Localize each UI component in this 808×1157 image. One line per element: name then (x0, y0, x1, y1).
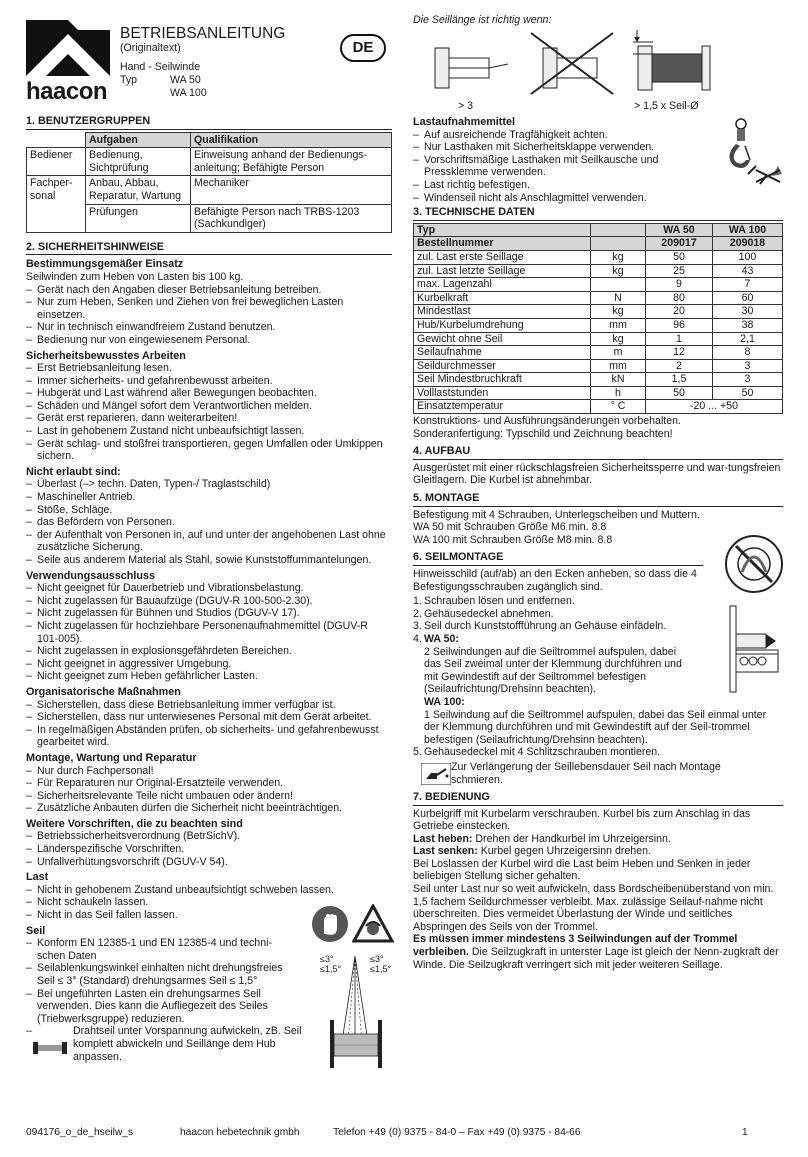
header-tasks: Aufgaben (86, 132, 191, 148)
operation-para-1: Bei Loslassen der Kurbel wird die Last beim Heben und Senken in jeder beliebigen Stellung sicher gehalten. (413, 857, 751, 883)
type-label: Typ (120, 74, 138, 86)
list-item: – der Aufenthalt von Personen in, auf und unter der angehobenen Last ohne zusätzliche Sicherung. (26, 529, 392, 554)
safe-work-list (26, 362, 392, 463)
section-7-title: 7. BEDIENUNG (413, 791, 783, 806)
list-item: – Nur in technisch einwandfreiem Zustand benutzen. (26, 321, 392, 334)
group-operator: Bediener (27, 148, 86, 176)
list-item: – Stöße, Schläge. (26, 504, 392, 517)
spec-value-wa50: 80 (646, 291, 713, 305)
glove-icon (312, 906, 348, 942)
rope-length-caption: Die Seillänge ist richtig wenn: (413, 14, 552, 26)
rope-pretension-icon (30, 1039, 70, 1061)
logo (26, 20, 110, 105)
qualification-cell: Befähigte Person nach TRBS-1203 (Sachkundiger) (191, 204, 392, 232)
spec-label: Einsatztemperatur (414, 400, 591, 414)
spec-value-wa100: 43 (712, 264, 782, 278)
spec-value-wa100: 30 (712, 305, 782, 319)
table-row (414, 373, 783, 387)
lower-label: Last senken: (413, 845, 478, 858)
hook-icon (716, 116, 786, 196)
product-name: Hand - Seilwinde (120, 61, 201, 73)
table-row (414, 264, 783, 278)
angle-label: ≤3° (320, 954, 334, 964)
spec-unit: mm (591, 359, 646, 373)
list-item: – Maschineller Antrieb. (26, 491, 392, 504)
list-item: – Nicht zugelassen für Bühnen und Studios (DGUV-V 17). (26, 607, 392, 620)
spec-unit: N (591, 291, 646, 305)
spec-label: Hub/Kurbelumdrehung (414, 318, 591, 332)
step-text: Gehäusedeckel mit 4 Schlitzschrauben montieren. (424, 746, 661, 759)
task-cell: Prüfungen (86, 204, 191, 232)
order-number-label: Bestellnummer (414, 237, 591, 251)
section-5-title: 5. MONTAGE (413, 492, 783, 507)
table-row (414, 305, 783, 319)
spec-label: Seildurchmesser (414, 359, 591, 373)
warning-bold: Es müssen immer mindestens 3 Seilwindungen auf der Trommel verbleiben. (413, 933, 738, 959)
table-row (414, 278, 783, 292)
list-item: – Bedienung nur von eingewiesenem Personal. (26, 334, 392, 347)
load-title: Last (26, 871, 49, 884)
rope-length-figures (413, 28, 783, 98)
tech-note-2: Sonderanfertigung: Typschild und Zeichnung beachten! (413, 427, 673, 440)
construction-text: Ausgerüstet mit einer rückschlagsfreien Sicherheitssperre und war-tungsfreien Gleitlagern. Die Kurbel ist abnehmbar. (413, 461, 781, 487)
list-item: – Nur durch Fachpersonal! (26, 765, 392, 778)
spec-value-wa50: 50 (646, 250, 713, 264)
list-item: – Sicherstellen, dass diese Betriebsanleitung immer verfügbar ist. (26, 699, 392, 712)
dash-marker: – (26, 1025, 32, 1038)
section-6-title: 6. SEILMONTAGE (413, 551, 703, 566)
rope-length-label-2: > 1,5 x Seil-Ø (634, 100, 699, 112)
spec-unit: mm (591, 318, 646, 332)
list-item: – Gerät erst reparieren, dann weiterarbeiten! (26, 412, 392, 425)
spec-label: zul. Last letzte Seillage (414, 264, 591, 278)
operation-intro: Kurbelgriff mit Kurbelarm verschrauben. Kurbel bis zum Anschlag in das Getriebe einstecken. (413, 807, 751, 833)
spec-value-wa50: 25 (646, 264, 713, 278)
spec-value-wa50: 20 (646, 305, 713, 319)
list-item: – Seile aus anderem Material als Stahl, sowie Kunststoffummantelungen. (26, 554, 392, 567)
spec-value-wa50: 96 (646, 318, 713, 332)
list-item: – Nur zum Heben, Senken und Ziehen von frei beweglichen Lasten einsetzen. (26, 296, 392, 321)
contact-info: Telefon +49 (0) 9375 - 84-0 – Fax +49 (0) 9375 - 84-66 (333, 1127, 581, 1138)
mounting-line-2: WA 50 mit Schrauben Größe M6 min. 8.8 (413, 521, 607, 534)
company-name: haacon hebetechnik gmbh (180, 1127, 300, 1138)
lifting-gear-title: Lastaufnahmemittel (413, 116, 515, 128)
drum-angle-drawing (312, 950, 402, 1070)
table-row (414, 359, 783, 373)
spec-unit: ° C (591, 400, 646, 414)
qualification-cell: Einweisung anhand der Bedienungs-anleitung; Befähigte Person (191, 148, 392, 176)
forbidden-title: Nicht erlaubt sind: (26, 465, 121, 478)
user-groups-table (26, 132, 392, 233)
drum-clamp-figure (728, 604, 788, 698)
table-corner (27, 132, 86, 148)
organisational-title: Organisatorische Maßnahmen (26, 685, 181, 698)
spec-value-wa100: 100 (712, 250, 782, 264)
spec-value-wa100: 8 (712, 346, 782, 360)
mounting-line-3: WA 100 mit Schrauben Größe M8 min. 8.8 (413, 533, 613, 546)
maintenance-list (26, 765, 392, 815)
step-text: 2 Seilwindungen auf die Seiltrommel aufspulen, dabei das Seil zweimal unter der Klemmung durchführen und mit Gewindestift auf der Seiltrommel befestigen (Seilaufrichtung/Drehsinn beachten). (424, 645, 682, 696)
rope-drum-drawings (413, 28, 783, 98)
warning-triangle-icon (352, 904, 394, 944)
header-type: Typ (414, 223, 591, 237)
spec-value-wa100: 50 (712, 386, 782, 400)
list-item: – Last richtig befestigen. (413, 179, 713, 192)
header-qualification: Qualifikation (191, 132, 392, 148)
list-item: – Gerät nach den Angaben dieser Betriebsanleitung betreiben. (26, 284, 392, 297)
list-item: – Vorschriftsmäßige Lasthaken mit Seilkausche und Pressklemme verwenden. (413, 154, 713, 179)
step-text: Schrauben lösen und entfernen. (424, 595, 575, 608)
angle-label: ≤1,5° (370, 964, 392, 974)
lift-text: Drehen der Handkurbel im Uhrzeigersinn. (472, 832, 671, 845)
spec-label: Kurbelkraft (414, 291, 591, 305)
spec-unit: kg (591, 264, 646, 278)
document-number: 094176_o_de_hseilw_s (26, 1127, 134, 1138)
spec-label: max. Lagenzahl (414, 278, 591, 292)
spec-value-wa100: 38 (712, 318, 782, 332)
table-row (414, 250, 783, 264)
spec-value-wa50: 9 (646, 278, 713, 292)
spec-value-wa100: 3 (712, 359, 782, 373)
spec-unit: h (591, 386, 646, 400)
list-item: – Nicht zugelassen für Bauaufzüge (DGUV-R 100-500-2.30). (26, 595, 392, 608)
list-item: – Nicht in gehobenem Zustand unbeaufsichtigt schweben lassen. (26, 884, 392, 897)
list-item: – das Befördern von Personen. (26, 516, 392, 529)
spec-value-wa50: 2 (646, 359, 713, 373)
list-item: – Für Reparaturen nur Original-Ersatzteile verwenden. (26, 777, 392, 790)
step-text: Gehäusedeckel abnehmen. (424, 607, 554, 620)
list-item: – Sicherheitsrelevante Teile nicht umbauen oder ändern! (26, 790, 392, 803)
list-item: – Nicht zugelassen für hochziehbare Personenaufnahmemittel (DGUV-R 101-005). (26, 620, 392, 645)
order-number-wa50: 209017 (646, 237, 713, 251)
lift-label: Last heben: (413, 832, 473, 845)
rope-list (26, 937, 291, 1025)
rope-mounting-intro: Hinweisschild (auf/ab) an den Ecken anheben, so dass die 4 Befestigungsschrauben zugänglich sind. (413, 568, 697, 593)
qualification-cell: Mechaniker (191, 176, 392, 204)
organisational-list (26, 699, 392, 749)
spec-unit: kg (591, 250, 646, 264)
spec-label: Seil Mindestbruchkraft (414, 373, 591, 387)
rope-length-label-1: > 3 (458, 100, 474, 112)
list-item: – Unfallverhütungsvorschrift (DGUV-V 54). (26, 856, 392, 869)
list-item: – Auf ausreichende Tragfähigkeit achten. (413, 129, 713, 142)
drum-clamp-drawing (728, 604, 788, 694)
spec-label: zul. Last erste Seillage (414, 250, 591, 264)
step-number: 1. (413, 595, 422, 608)
intended-use-title: Bestimmungsgemäßer Einsatz (26, 258, 184, 271)
rope-angle-diagram (312, 950, 402, 1070)
list-item: – Nicht geeignet für Dauerbetrieb und Vibrationsbelastung. (26, 582, 392, 595)
wa100-text: 1 Seilwindung auf die Seiltrommel aufspulen, dabei das Seil einmal unter der Klemmung durchführen und mit Gewindestift auf der Seil-trommel befestigen (Seilaufrichtung/Drehsinn beachten). (424, 708, 767, 746)
order-number-row (414, 237, 783, 251)
list-item: – Nicht geeignet in aggressiver Umgebung. (26, 658, 392, 671)
lower-instruction (413, 845, 783, 858)
glove-sign (312, 906, 348, 942)
intended-use-text: Seilwinden zum Heben von Lasten bis 100 kg. (26, 270, 244, 283)
table-row (414, 386, 783, 400)
section-3-title: 3. TECHNISCHE DATEN (413, 206, 783, 221)
section-4-title: 4. AUFBAU (413, 445, 783, 460)
order-number-wa100: 209018 (712, 237, 782, 251)
maintenance-title: Montage, Wartung und Reparatur (26, 751, 197, 764)
section-1-title: 1. BENUTZERGRUPPEN (26, 115, 392, 130)
type-wa100: WA 100 (170, 87, 207, 99)
list-item: – Nicht in das Seil fallen lassen. (26, 909, 392, 922)
list-item: – Nur Lasthaken mit Sicherheitsklappe verwenden. (413, 141, 713, 154)
spec-label: Seilaufnahme (414, 346, 591, 360)
spec-unit: kg (591, 332, 646, 346)
lower-text: Kurbel gegen Uhrzeigersinn drehen. (477, 845, 651, 858)
spec-label: Mindestlast (414, 305, 591, 319)
table-row (414, 400, 783, 414)
header-wa50: WA 50 (646, 223, 713, 237)
rope-title: Seil (26, 924, 46, 937)
exclusion-list (26, 582, 392, 683)
step-number: 5. (413, 746, 422, 759)
list-item: – Sicherstellen, dass nur unterwiesenes Personal mit dem Gerät arbeitet. (26, 711, 392, 724)
list-item: – Schäden und Mängel sofort dem Verantwortlichen melden. (26, 400, 392, 413)
spec-value-wa50: 12 (646, 346, 713, 360)
mounting-line-1: Befestigung mit 4 Schrauben, Unterlegscheiben und Muttern. (413, 508, 700, 521)
list-item: – Überlast (–> techn. Daten, Typen-/ Traglastschild) (26, 478, 392, 491)
regulations-list (26, 830, 392, 868)
rope-mounting-figure (722, 532, 786, 600)
list-item: – Hubgerät und Last während aller Bewegungen beobachten. (26, 387, 392, 400)
tech-note-1: Konstruktions- und Ausführungsänderungen vorbehalten. (413, 415, 681, 428)
spec-value-wa100: 60 (712, 291, 782, 305)
spec-value-wa100: 2,1 (712, 332, 782, 346)
lifting-gear-list (413, 129, 713, 205)
page-number: 1 (742, 1127, 748, 1138)
spec-value-wa50: 1 (646, 332, 713, 346)
spec-value-wa50: 1,5 (646, 373, 713, 387)
lift-instruction (413, 833, 783, 846)
logo-text: haacon (26, 77, 108, 105)
spec-unit: kg (591, 305, 646, 319)
table-header-row (414, 223, 783, 237)
rope-pretension-text: Drahtseil unter Vorspannung aufwickeln, zB. Seil komplett abwickeln und Seillänge dem Hub anpassen. (73, 1025, 302, 1063)
table-row (27, 176, 392, 204)
step-number: 4. (413, 632, 422, 645)
table-row (414, 346, 783, 360)
section-2-title: 2. SICHERHEITSHINWEISE (26, 241, 392, 256)
table-header-row (27, 132, 392, 148)
technical-data-rows (414, 250, 783, 400)
type-wa50: WA 50 (170, 74, 201, 86)
lubrication-tip (413, 761, 783, 787)
spec-unit (591, 278, 646, 292)
rope-spool-icon (30, 1039, 70, 1057)
list-item: – Erst Betriebsanleitung lesen. (26, 362, 392, 375)
header-wa100: WA 100 (712, 223, 782, 237)
list-item: – Länderspezifische Vorschriften. (26, 843, 392, 856)
operation-para-2: Seil unter Last nur so weit aufwickeln, dass Bordscheibenüberstand von min. 1,5 fachem Seildurchmesser verbleibt. Max. zulässige Seilauf-nahme nicht überschreiten. Dies vermeidet Überlastung der Winde und seitliches Abspringen des Seils von der Trommel. (413, 883, 774, 933)
spec-value: -20 ... +50 (646, 400, 783, 414)
table-row (414, 332, 783, 346)
spec-value-wa100: 3 (712, 373, 782, 387)
spec-value-wa100: 7 (712, 278, 782, 292)
task-cell: Anbau, Abbau, Reparatur, Wartung (86, 176, 191, 204)
no-rope-sign-icon (722, 532, 786, 596)
list-item: – Konform EN 12385-1 und EN 12385-4 und techni-schen Daten (26, 937, 291, 962)
table-row (27, 148, 392, 176)
task-cell: Bedienung, Sichtprüfung (86, 148, 191, 176)
spec-unit: kN (591, 373, 646, 387)
table-row (414, 318, 783, 332)
step-number: 2. (413, 607, 422, 620)
list-item: – Windenseil nicht als Anschlagmittel verwenden. (413, 192, 713, 205)
regulations-title: Weitere Vorschriften, die zu beachten sind (26, 817, 243, 830)
spec-unit: m (591, 346, 646, 360)
operation-warning (413, 933, 783, 971)
list-item: – Immer sicherheits- und gefahrenbewusst arbeiten. (26, 375, 392, 388)
list-item: – Nicht geeignet zum Heben gefährlicher Lasten. (26, 670, 392, 683)
hand-crush-warning (352, 904, 394, 948)
angle-label: ≤1,5° (320, 964, 342, 974)
list-item: – Betriebssicherheitsverordnung (BetrSichV). (26, 830, 392, 843)
forbidden-list (26, 478, 392, 566)
list-item: – Nicht schaukeln lassen. (26, 896, 392, 909)
technical-data-table (413, 223, 783, 414)
step-text: Seil durch Kunststoffführung an Gehäuse einfädeln. (424, 620, 667, 633)
list-item: – In regelmäßigen Abständen prüfen, ob sicherheits- und gefahrenbewusst gearbeitet wird. (26, 724, 392, 749)
step-item (413, 746, 783, 759)
list-item: – Last in gehobenem Zustand nicht unbeaufsichtigt lassen. (26, 425, 392, 438)
oil-can-icon (421, 763, 451, 785)
language-badge: DE (340, 34, 386, 62)
list-item: – Nicht zugelassen in explosionsgefährdeten Bereichen. (26, 645, 392, 658)
spec-value-wa50: 50 (646, 386, 713, 400)
logo-mark (26, 20, 110, 76)
header-unit (591, 223, 646, 237)
list-item: – Bei ungeführten Lasten ein drehungsarmes Seil verwenden. Dies kann die Aufliegezeit des Seiles (Triebwerksgruppe) reduzieren. (26, 988, 291, 1026)
order-number-unit (591, 237, 646, 251)
list-item: – Zusätzliche Anbauten dürfen die Sicherheit nicht beeinträchtigen. (26, 802, 392, 815)
spec-label: Gewicht ohne Seil (414, 332, 591, 346)
wa100-title: WA 100: (424, 695, 465, 708)
group-specialist: Fachper-sonal (27, 176, 86, 232)
lubrication-tip-text: Zur Verlängerung der Seillebensdauer Seil nach Montage schmieren. (451, 760, 721, 786)
warning-text: Die Seilzugkraft in unterster Lage ist gleich der Nenn-zugkraft der Winde. Die Seilzugkraft verringert sich mit jeder weiteren Seillage. (413, 946, 779, 971)
table-row (414, 291, 783, 305)
exclusion-title: Verwendungsausschluss (26, 569, 156, 582)
doc-subtitle: (Originaltext) (120, 42, 181, 54)
list-item: – Gerät schlag- und stoßfrei transportieren, gegen Umfallen oder Umkippen sichern. (26, 438, 392, 463)
intended-use-list (26, 284, 392, 347)
step-number: 3. (413, 620, 422, 633)
doc-title: BETRIEBSANLEITUNG (120, 25, 286, 42)
angle-label: ≤3° (370, 954, 384, 964)
lifting-hook-figure (716, 116, 786, 200)
step-title: WA 50: (424, 632, 459, 645)
safe-work-title: Sicherheitsbewusstes Arbeiten (26, 349, 186, 362)
spec-label: Volllaststunden (414, 386, 591, 400)
list-item: – Seilablenkungswinkel einhalten nicht drehungsfreies Seil ≤ 3° (Standard) drehungsarmes Seil ≤ 1,5° (26, 962, 291, 987)
